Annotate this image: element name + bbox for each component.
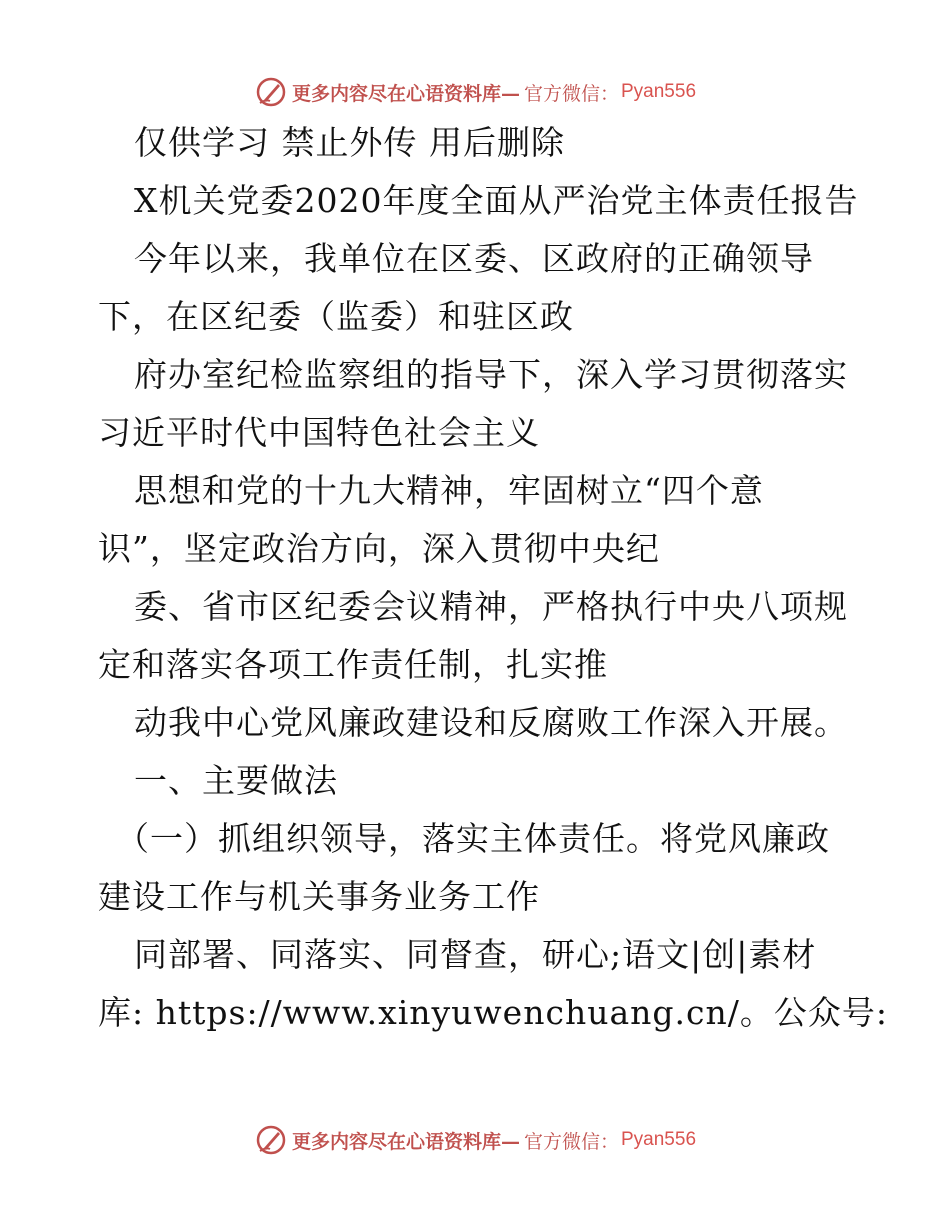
document-title: X机关党委2020年度全面从严治党主体责任报告: [134, 181, 859, 220]
document-line: 委、省市区纪委会议精神，严格执行中央八项规: [134, 587, 848, 626]
document-line: 府办室纪检监察组的指导下，深入学习贯彻落实: [134, 355, 848, 394]
watermark-wechat-label: 官方微信：: [523, 1130, 619, 1153]
watermark-wechat-id: Pyan556: [621, 81, 697, 102]
quill-logo-icon: [254, 1123, 288, 1157]
document-line: 下，在区纪委（监委）和驻区政: [98, 297, 574, 336]
section-heading: 一、主要做法: [134, 761, 338, 800]
document-line: 建设工作与机关事务业务工作: [98, 877, 540, 916]
quill-logo-icon: [254, 75, 288, 109]
document-line: 习近平时代中国特色社会主义: [98, 413, 540, 452]
document-line: 识”，坚定政治方向，深入贯彻中央纪: [98, 529, 660, 568]
watermark-banner-bottom: [0, 1120, 950, 1160]
watermark-wechat-id: Pyan556: [621, 1129, 697, 1150]
watermark-site-text: 更多内容尽在心语资料库—: [291, 1130, 520, 1153]
watermark-wechat-label: 官方微信：: [523, 82, 619, 105]
watermark-site-text: 更多内容尽在心语资料库—: [291, 82, 520, 105]
document-line: 思想和党的十九大精神，牢固树立“四个意: [134, 471, 764, 510]
document-line: 动我中心党风廉政建设和反腐败工作深入开展。: [134, 703, 848, 742]
document-line: 库: https://www.xinyuwenchuang.cn/。公众号:: [98, 993, 888, 1032]
document-line: （一）抓组织领导，落实主体责任。将党风廉政: [116, 819, 830, 858]
document-line: 仅供学习 禁止外传 用后删除: [134, 123, 565, 162]
document-line: 定和落实各项工作责任制，扎实推: [98, 645, 608, 684]
document-line: 同部署、同落实、同督查，研心;语文|创|素材: [134, 935, 817, 974]
watermark-banner-top: [0, 72, 950, 112]
document-line: 今年以来，我单位在区委、区政府的正确领导: [134, 239, 814, 278]
